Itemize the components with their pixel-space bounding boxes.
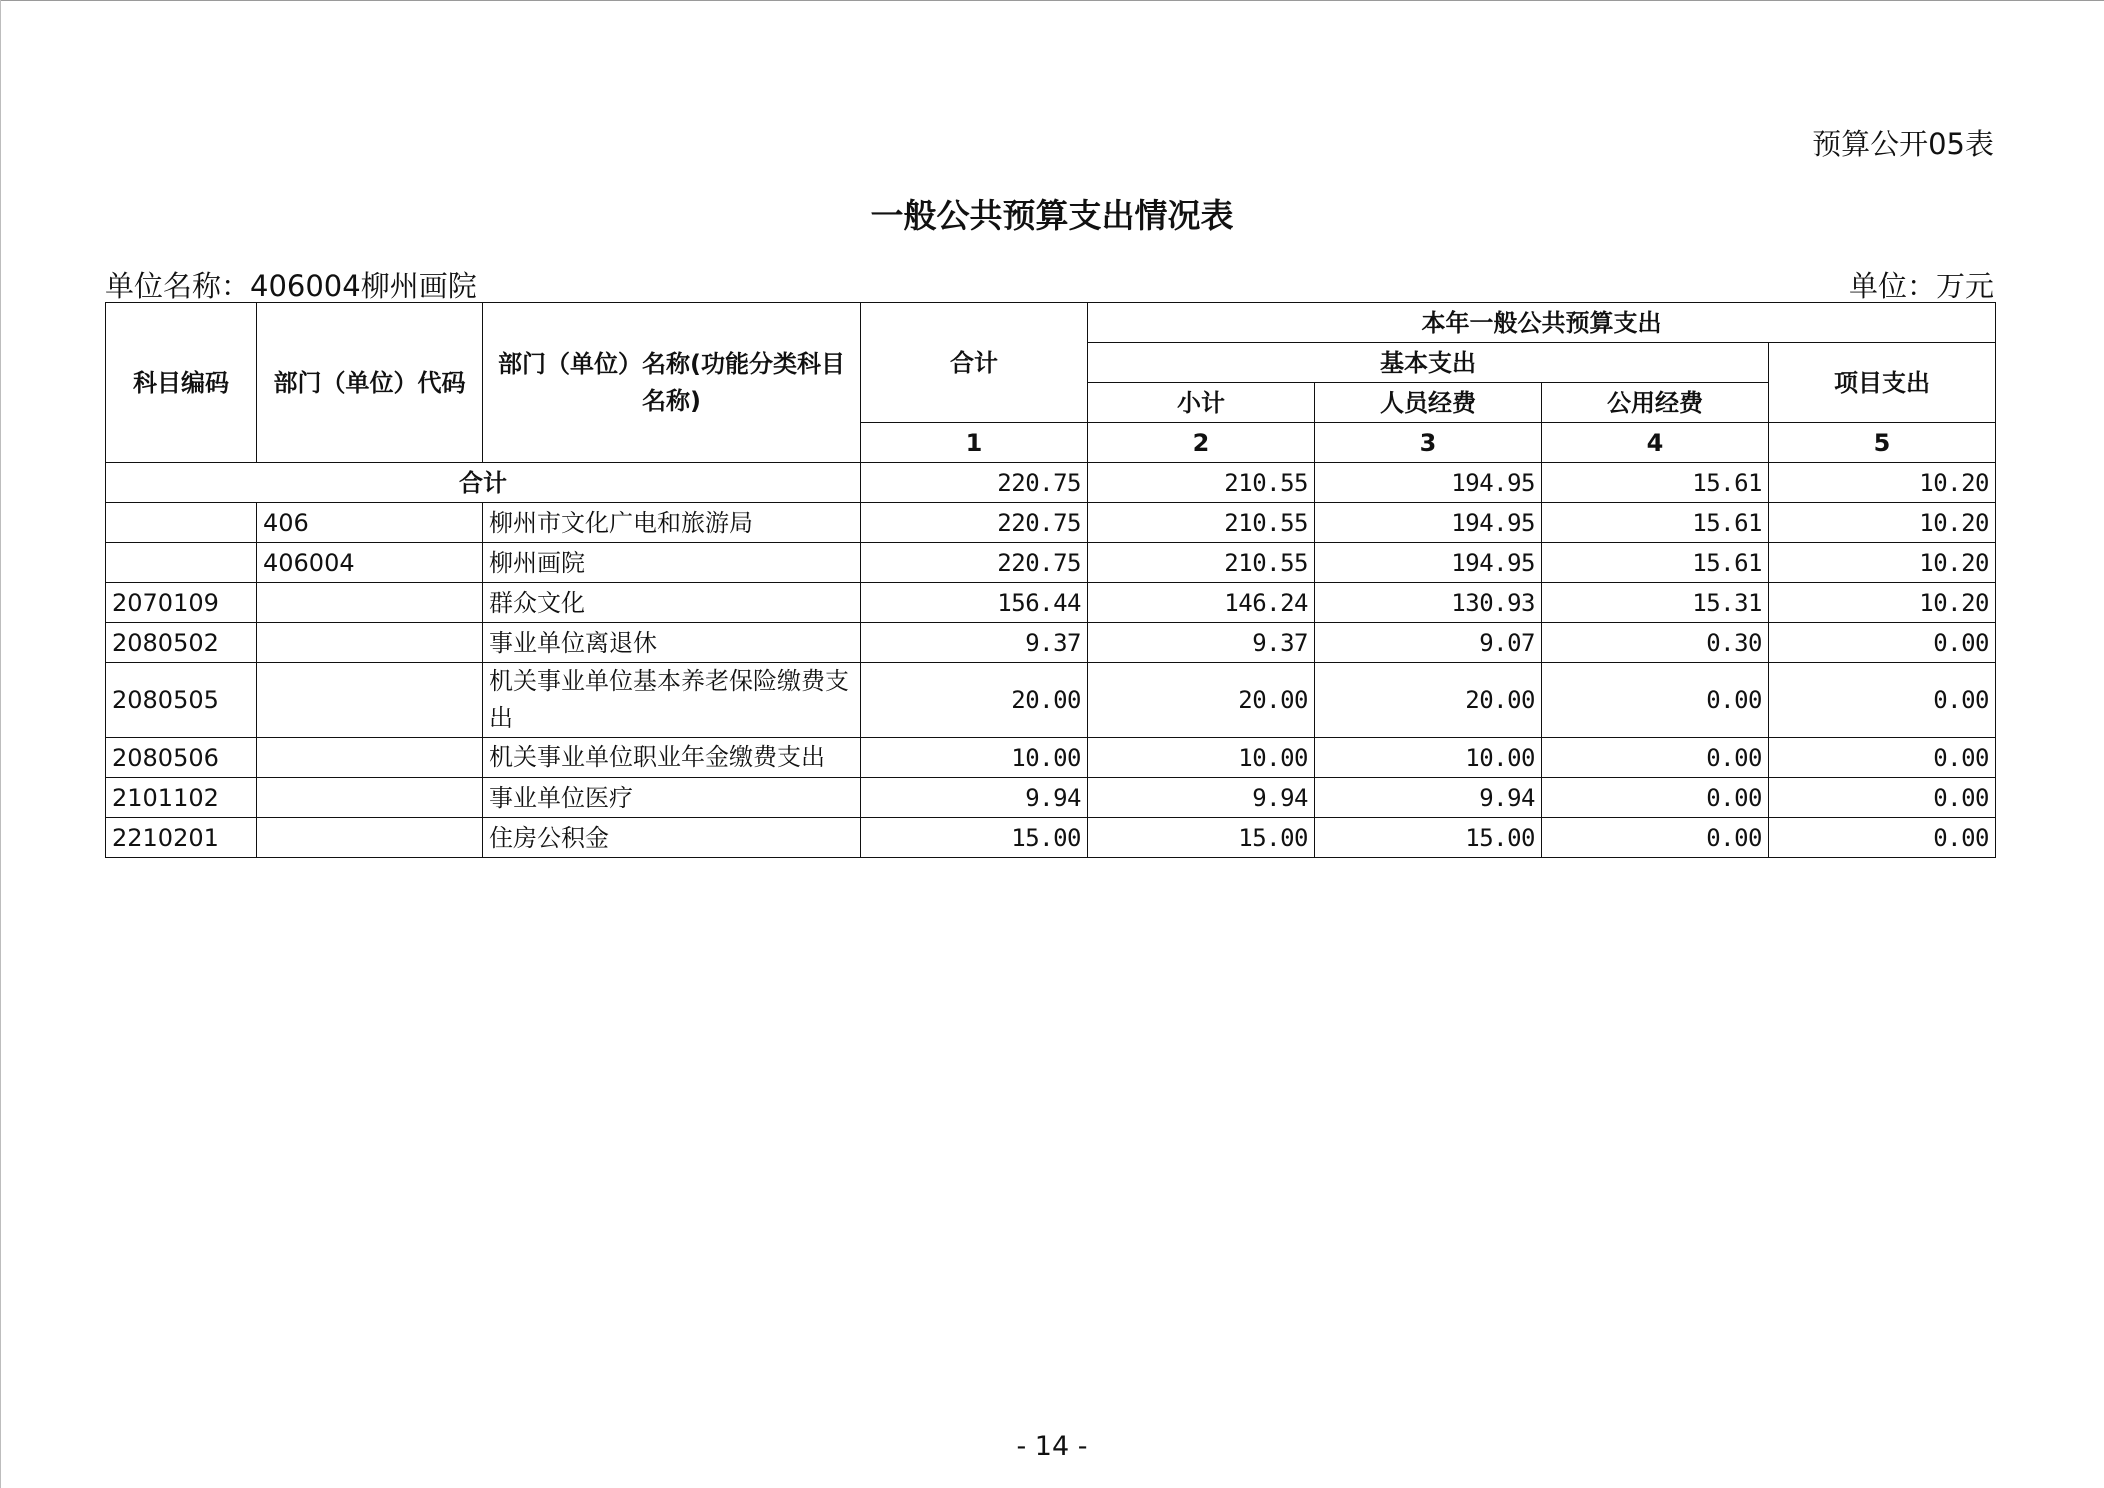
header-dept-code: 部门（单位）代码 [257, 303, 483, 463]
unit-name: 单位名称：406004柳州画院 [105, 269, 477, 303]
row-dept-name: 柳州市文化广电和旅游局 [483, 503, 861, 543]
header-subtotal: 小计 [1088, 383, 1315, 423]
row-subtotal: 210.55 [1088, 503, 1315, 543]
row-dept-code [257, 778, 483, 818]
header-current-year: 本年一般公共预算支出 [1088, 303, 1996, 343]
row-dept-code: 406004 [257, 543, 483, 583]
row-personnel: 15.00 [1315, 818, 1542, 858]
row-public-use: 15.31 [1542, 583, 1769, 623]
header-project: 项目支出 [1769, 343, 1996, 423]
form-code: 预算公开05表 [1812, 127, 1994, 161]
total-row [106, 463, 1996, 503]
row-dept-code [257, 818, 483, 858]
page-top-border [0, 0, 2104, 1]
row-dept-name: 事业单位医疗 [483, 778, 861, 818]
header-row-1 [106, 303, 1996, 343]
total-row-subtotal: 210.55 [1088, 463, 1315, 503]
row-public-use: 0.00 [1542, 778, 1769, 818]
row-personnel: 194.95 [1315, 543, 1542, 583]
table-row [106, 503, 1996, 543]
row-total: 15.00 [861, 818, 1088, 858]
row-subject-code: 2210201 [106, 818, 257, 858]
row-dept-name: 柳州画院 [483, 543, 861, 583]
row-project: 10.20 [1769, 543, 1996, 583]
row-project: 0.00 [1769, 778, 1996, 818]
row-total: 220.75 [861, 503, 1088, 543]
header-subject-code: 科目编码 [106, 303, 257, 463]
row-public-use: 15.61 [1542, 543, 1769, 583]
row-dept-name: 群众文化 [483, 583, 861, 623]
total-row-personnel: 194.95 [1315, 463, 1542, 503]
col-number-3: 3 [1315, 423, 1542, 463]
row-subtotal: 20.00 [1088, 663, 1315, 738]
row-dept-code: 406 [257, 503, 483, 543]
row-project: 10.20 [1769, 583, 1996, 623]
row-subject-code [106, 543, 257, 583]
row-personnel: 9.94 [1315, 778, 1542, 818]
row-subject-code: 2080506 [106, 738, 257, 778]
row-subtotal: 9.94 [1088, 778, 1315, 818]
row-project: 0.00 [1769, 818, 1996, 858]
row-subtotal: 10.00 [1088, 738, 1315, 778]
page-number: - 14 - [1016, 1431, 1088, 1462]
table-row [106, 818, 1996, 858]
total-row-public-use: 15.61 [1542, 463, 1769, 503]
table-row [106, 543, 1996, 583]
row-total: 20.00 [861, 663, 1088, 738]
row-project: 0.00 [1769, 663, 1996, 738]
row-public-use: 0.00 [1542, 738, 1769, 778]
table-row [106, 778, 1996, 818]
row-subtotal: 146.24 [1088, 583, 1315, 623]
table-body [106, 463, 1996, 858]
row-subtotal: 210.55 [1088, 543, 1315, 583]
row-dept-name: 住房公积金 [483, 818, 861, 858]
header-basic: 基本支出 [1088, 343, 1769, 383]
row-subtotal: 9.37 [1088, 623, 1315, 663]
row-personnel: 194.95 [1315, 503, 1542, 543]
total-row-label: 合计 [106, 463, 861, 503]
table-row [106, 738, 1996, 778]
row-dept-code [257, 623, 483, 663]
row-total: 156.44 [861, 583, 1088, 623]
col-number-5: 5 [1769, 423, 1996, 463]
table-row [106, 583, 1996, 623]
row-dept-code [257, 663, 483, 738]
row-dept-code [257, 738, 483, 778]
total-row-project: 10.20 [1769, 463, 1996, 503]
row-public-use: 0.00 [1542, 663, 1769, 738]
row-subject-code: 2070109 [106, 583, 257, 623]
row-dept-name: 事业单位离退休 [483, 623, 861, 663]
unit-label: 单位：万元 [1848, 269, 1994, 303]
row-dept-name: 机关事业单位基本养老保险缴费支出 [483, 663, 861, 738]
row-total: 220.75 [861, 543, 1088, 583]
row-total: 9.94 [861, 778, 1088, 818]
row-project: 10.20 [1769, 503, 1996, 543]
row-dept-code [257, 583, 483, 623]
row-personnel: 9.07 [1315, 623, 1542, 663]
row-subject-code: 2101102 [106, 778, 257, 818]
row-subject-code [106, 503, 257, 543]
row-subject-code: 2080502 [106, 623, 257, 663]
row-project: 0.00 [1769, 738, 1996, 778]
row-dept-name: 机关事业单位职业年金缴费支出 [483, 738, 861, 778]
row-personnel: 20.00 [1315, 663, 1542, 738]
row-public-use: 15.61 [1542, 503, 1769, 543]
total-row-total: 220.75 [861, 463, 1088, 503]
col-number-4: 4 [1542, 423, 1769, 463]
row-project: 0.00 [1769, 623, 1996, 663]
row-subtotal: 15.00 [1088, 818, 1315, 858]
col-number-1: 1 [861, 423, 1088, 463]
col-number-2: 2 [1088, 423, 1315, 463]
header-personnel: 人员经费 [1315, 383, 1542, 423]
row-public-use: 0.30 [1542, 623, 1769, 663]
table-row [106, 623, 1996, 663]
row-total: 10.00 [861, 738, 1088, 778]
header-total: 合计 [861, 303, 1088, 423]
row-personnel: 130.93 [1315, 583, 1542, 623]
page-title: 一般公共预算支出情况表 [870, 196, 1234, 235]
budget-expenditure-table [105, 302, 1996, 858]
row-total: 9.37 [861, 623, 1088, 663]
row-public-use: 0.00 [1542, 818, 1769, 858]
table-row [106, 663, 1996, 738]
header-dept-name: 部门（单位）名称(功能分类科目名称) [483, 303, 861, 463]
row-subject-code: 2080505 [106, 663, 257, 738]
header-public-use: 公用经费 [1542, 383, 1769, 423]
row-personnel: 10.00 [1315, 738, 1542, 778]
